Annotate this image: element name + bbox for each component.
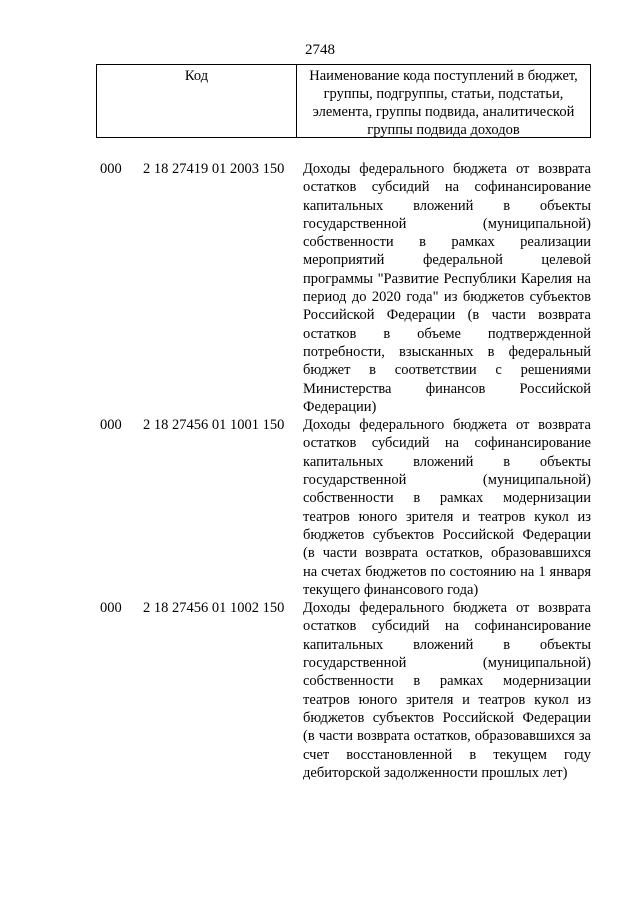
- table-row: [100, 160, 592, 416]
- header-name-column: Наименование кода поступлений в бюджет, группы, подгруппы, статьи, подстатьи, элемента, группы подвида, аналитической группы подвида доходов: [309, 68, 578, 138]
- admin-code: 000: [100, 600, 122, 617]
- header-code-column: Код: [97, 65, 297, 137]
- table-header: [96, 64, 591, 138]
- income-description: Доходы федерального бюджета от возврата остатков субсидий на софинансирование капитальных вложений в объекты государственной (муниципальной) собственности в рамках модернизации театров юного зрителя и театров кукол из бюджетов субъектов Российской Федерации (в части возврата остатков, образовавшихся на счетах бюджетов по состоянию на 1 января текущего финансового года): [303, 417, 591, 598]
- income-code: 2 18 27456 01 1001 150: [143, 417, 285, 434]
- admin-code: 000: [100, 161, 122, 177]
- table-row: [100, 416, 592, 599]
- admin-code: 000: [100, 417, 122, 434]
- income-description: Доходы федерального бюджета от возврата остатков субсидий на софинансирование капитальных вложений в объекты государственной (муниципальной) собственности в рамках реализации мероприятий федеральной целевой программы "Развитие Республики Карелия на период до 2020 года" из бюджетов субъектов Российской Федерации (в части возврата остатков в объеме подтвержденной потребности, взысканных в федеральный бюджет в соответствии с решениями Министерства финансов Российской Федерации): [303, 161, 591, 415]
- table-body: [100, 160, 592, 782]
- page-number: 2748: [305, 42, 335, 58]
- income-description: Доходы федерального бюджета от возврата остатков субсидий на софинансирование капитальных вложений в объекты государственной (муниципальной) собственности в рамках модернизации театров юного зрителя и театров кукол из бюджетов субъектов Российской Федерации (в части возврата остатков, образовавшихся за счет восстановленной в текущем году дебиторской задолженности прошлых лет): [303, 600, 591, 781]
- income-code: 2 18 27456 01 1002 150: [143, 600, 285, 617]
- table-row: [100, 599, 592, 782]
- income-code: 2 18 27419 01 2003 150: [143, 161, 285, 177]
